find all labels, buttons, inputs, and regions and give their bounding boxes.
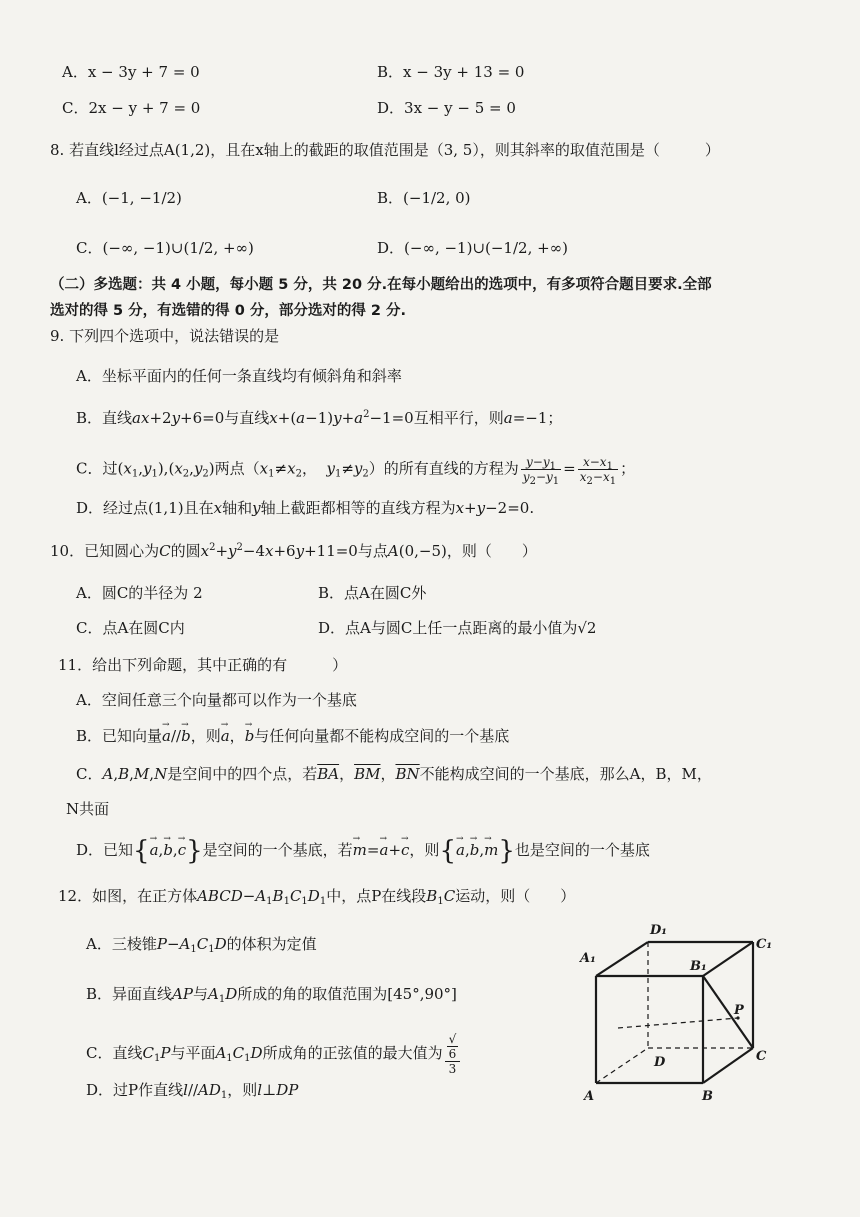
label-b1: B₁: [690, 959, 707, 974]
q7-option-c: C．2x − y + 7 = 0: [62, 99, 201, 117]
label-d1: D₁: [650, 923, 667, 938]
section-header-line2: 选对的得 5 分，有选错的得 0 分，部分选对的得 2 分.: [50, 303, 407, 319]
q9-option-c: C．过$(x_1,y_1),(x_2,y_2)$两点（$x_1\ne x_2$， $y_1\ne y_2$）的所有直线的方程为 $\frac{y-y_1}{y_2-y_1}$ = $\frac{x-x_1}{x_2-x_1}$ ；: [76, 455, 636, 487]
q10-option-d: D．点A与圆C上任一点距离的最小值为√2: [318, 619, 597, 637]
q8-option-a: A．(−1, −1/2): [76, 189, 182, 207]
q12-option-c: C．直线$C_1P$与平面$A_1C_1D$所成角的正弦值的最大值为 √ 6 3: [86, 1032, 462, 1076]
q11-option-d: D．已知{→ a,→ b,→ c}是空间的一个基底，若→ m=→ a+→ c，则{→ a,→ b,→ m}也是空间的一个基底: [76, 840, 650, 861]
q11-option-c-cont: N共面: [66, 800, 110, 818]
q12-option-d: D．过P作直线$l//AD_1$，则l⊥DP: [86, 1081, 299, 1101]
cube-figure: [578, 918, 788, 1103]
q10-stem: 10．已知圆心为C的圆$x^2+y^2-4x+6y+11=0$与点A(0,−5)，则（ ）: [50, 542, 537, 560]
q7-option-a: A．x − 3y + 7 = 0: [62, 63, 200, 81]
q10-option-b: B．点A在圆C外: [318, 584, 427, 602]
q12-stem: 12．如图，在正方体$ABCD-A_1B_1C_1D_1$中，点P在线段$B_1C$运动，则（ ）: [58, 887, 576, 907]
q7-option-d: D．3x − y − 5 = 0: [377, 99, 516, 117]
q11-stem: 11．给出下列命题，其中正确的有 ）: [58, 656, 348, 674]
q8-option-b: B．(−1/2, 0): [377, 189, 471, 207]
q7-option-b: B．x − 3y + 13 = 0: [377, 63, 525, 81]
q10-option-a: A．圆C的半径为 2: [76, 584, 203, 602]
q12-option-a: A．三棱锥$P-A_1C_1D$的体积为定值: [86, 935, 317, 955]
q9-stem: 9. 下列四个选项中，说法错误的是: [50, 327, 280, 345]
label-c1: C₁: [756, 937, 773, 952]
label-c: C: [756, 1049, 767, 1064]
label-b: B: [702, 1089, 713, 1103]
q9-option-d: D．经过点(1,1)且在x轴和y轴上截距都相等的直线方程为x+y−2=0.: [76, 499, 535, 517]
q11-option-a: A．空间任意三个向量都可以作为一个基底: [76, 691, 357, 709]
label-p: P: [734, 1003, 744, 1018]
q12-option-b: B．异面直线AP与$A_1D$所成的角的取值范围为[45°,90°]: [86, 985, 457, 1005]
section-header-line1: （二）多选题：共 4 小题，每小题 5 分，共 20 分.在每小题给出的选项中，有多项符合题目要求.全部: [50, 277, 712, 293]
label-a1: A₁: [580, 951, 596, 966]
q8-option-c: C．(−∞, −1)∪(1/2, +∞): [76, 239, 254, 257]
q9-option-b: B．直线ax+2y+6=0与直线$x+(a-1)y+a^2-1=0$互相平行，则a=−1；: [76, 409, 563, 427]
q11-option-c: C．A,B,M,N是空间中的四个点，若$\overline{BA}$，$\overline{BM}$，$\overline{BN}$不能构成空间的一个基底，那么A，B，M，: [76, 765, 712, 783]
q8-option-d: D．(−∞, −1)∪(−1/2, +∞): [377, 239, 569, 257]
q10-option-c: C．点A在圆C内: [76, 619, 185, 637]
q9-option-a: A．坐标平面内的任何一条直线均有倾斜角和斜率: [76, 367, 402, 385]
q11-option-b: B．已知向量→ a//→ b，则→ a，→ b与任何向量都不能构成空间的一个基底: [76, 726, 509, 746]
label-d: D: [654, 1055, 666, 1070]
label-a: A: [584, 1089, 595, 1103]
q8-stem: 8. 若直线l经过点A(1,2)，且在x轴上的截距的取值范围是（3, 5），则其斜率的取值范围是（ ）: [50, 141, 720, 159]
